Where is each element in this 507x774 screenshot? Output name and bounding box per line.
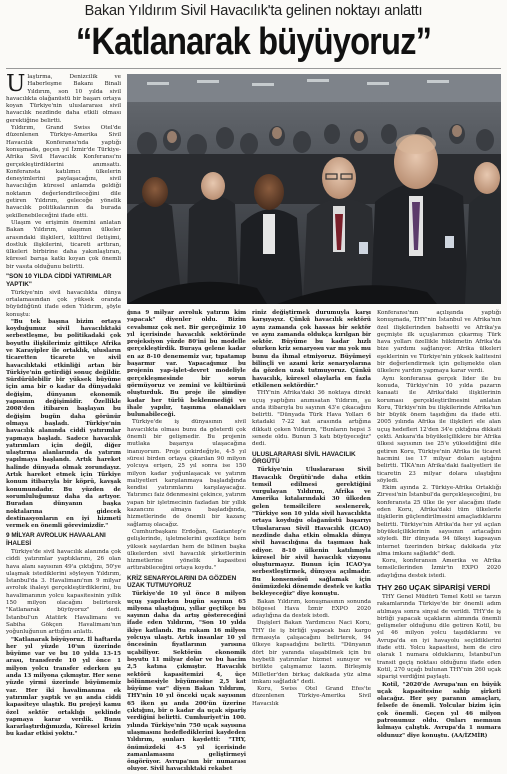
paragraph: Konferansı'nın açılışında yaptığı konuşmada, THY'nin İstanbul ve Afrika'nın özel ilişkilerinden bahsetti ve Afrika'ya geçmişte ilk uçuşlarımızı çıkarmış Türk hava yolları özellikle hükümetin Afrika'da bize yardımı sağlanıyor. Afrika ülkeleri eşeklerinin ve Türkiye'nin yüksek kalitesini bir değerlendirmek için gelişmekte olan ülkelere yardım yapmaya karar verdi. <box>377 310 501 375</box>
paragraph: Türkiye'de sivil havacılık alanında çok ciddi yatırımlar yaptıklarını, 26 olan hava alanı sayısının 49'a çıktığını, 50'ye ulaşmak istediklerini söyleyen Yıldırım, İstanbul'da 3. Havalimanı'nın 9 milyar avroluk ihaleyi gerçekleştirdiklerini, bu havalimanının yolcu kapasitesinin yıllık 150 milyon olacağını belirterek "Katlanarak büyüyoruz" dedi. İstanbul'un Atatürk Havalimanı ve Sabiha Gökçen Havalimanı'nın yoğunluğunun arttığını anlattı. <box>6 549 121 636</box>
subheading: THY 260 UÇAK SİPARİŞİ VERDİ <box>377 582 491 592</box>
quote-paragraph: Kotil, "2020'de Avrupa'nın en büyük uçak kapasitesine sahip şirketi olacağız. Her şey paranın amaçları, felsefe de önemli. Yolcular bizim için çok önemli. Geçen yıl 46 milyon patronumuz oldu. Onları memnun kılmaya çalıştık. Avrupa'da 1 numara oldunuz" diye konuştu. (AA/İZMİR) <box>377 681 501 739</box>
paragraph: THY'nin Afrika'daki 36 noktaya direkt uçuş yaptığını anımsatan Yıldırım, şu anda itibarıyla bu sayının 43'e çıkacağını belirtti. "Dünyada Türk Hava Yolları 6 kıtadaki 7-22 kat arasında artığına dikkati çeken Yıldırım, "Bunların hepsi 3 senede oldu. Bunun 3 katı büyüyeceğiz" dedi. <box>252 390 371 448</box>
paragraph: THY Genel Müdürü Temel Kotil se tarzın rakamlarında Türkiye'de bir önemli adım atılmaya sonra sinyal de verildi. THY'de iş birliği yapacak uçakların alımında önemli gelişmeler olduğunu dile getiren Kotil, bu yıl 46 milyon yolcu taşıdıklarını ve Avrupa'da en iyi havayolu seçildiklerini ifade etti. Yolcu kapasitesi, hem de ciro olarak 1 numara olduklarını, İstanbul'un transit geçiş noktası olduğunu ifade eden Kotil, 270 uçağı bulunan THY'nin 260 uçak siparişi verdiğini paylaştı. <box>377 593 501 681</box>
quote-paragraph: "Katlanarak büyüyoruz. İl haftarda her yıl yüzde 10'un üzerinde büyüme var ve bu 10 yılda 13-15 arası, transferde 10 yıl önce 1 milyon yolcu transfer ederken şu anda 13 milyona çıkmıştır. Her sene yüzde yirmi üzerinde büyümemiz var. Her iki havalimanına ek yatırımlar yaptık ve şu anda ciddi kapasiteye ulaştık. Bu projeyi kamu özel sektör ortaklığı şeklinde yapmaya karar verdik. Bunu kararlaştırdığımızda, Küresel krizin bu kadar etkisi yoktu." <box>6 636 121 738</box>
paragraph: Koru, Swiss Otel Grand Efes'te düzenlenen Türkiye-Amerika Sivil Havacılık <box>252 686 371 707</box>
subheading: KRİZ SENARYOLARINI DA GÖZDEN UZAK TUTMUYORUZ <box>127 574 237 590</box>
subheading: ULUSLARARASI SİVİL HAVACILIK ÖRGÜTÜ <box>252 450 356 466</box>
paragraph: Bakan Yıldırım, konuşmasının sonunda bölgesel Hava İzmir EXPO 2020 adaylığına da destek istedi. <box>252 598 371 620</box>
quote-paragraph: "Bu tek başına bizim ortaya koyduğumuz sivil havacılıktaki serbestleşme, bu politikadaki çok boyutlu ilişkilerimiz gittikçe Afrika ve Karayipler ile ortaklık, ulusların ticaretten ticarete ve sivil havacılıktaki etkinliği artan bir Türkiye'nin getirdiği sonuç değildir. Sürdürülebilir bir yüksek büyüme için ama bir o kadar da dünyadaki değişim, dünyanın ekonomik yapısının değişimidir. Özellikle 2008'den itibaren başlayan bu değişim bugün daha görünür olmaya başladı. Türkiye'nin havacılık alanında ciddi yatırımlar yapmaya başladı. Sadece havacılık yatırımları için değil, diğer ulaştırma alanlarında da yatırım yapılmaya başlandı. Artık hareket halinde dünyada olmak zorundayız. Artık hareket etmek için Türkiye konum itibarıyla bir köprü, kavşak konumundadır. Bu yüzden de sorumluluğumuz daha da artıyor. Buradan dünyanın başka noktalarına gidecek destinasyonların en iyi hizmeti vermek en önemli görevimizdir." <box>6 318 121 530</box>
article-kicker: Bakan Yıldırım Sivil Havacılık'ta gelinen noktayı anlattı <box>84 3 423 19</box>
quote-paragraph: Türkiye'de 10 yıl önce 8 milyon uçuş yapılırken bugün sayının 65 milyona ulaştığını, yıllar geçtikçe bu sayının daha da artış göstereceğini ifade eden Yıldırım, "Son 10 yılda ikiye katlandı. Bu rakam 16 milyon yolcuya ulaştı. Artık insanlar 10 yıl öncesinin fiyatlarının yarısına uçabiliyor. Sektörün ekonomik boyutu 11 milyar dolar ve bu hacim 2,5 katına çıkmıştır. Havacılık sektörü kapasitemizi 4, üçe bölünmesiyle büyümesine 2,5 kat büyüme var" diyen Bakan Yıldırım, THY'nin 10 yıl önceki uçak sayısının 65 iken şu anda 200'ün üzerine çıktığını, bir o kadar da uçak sipariş verdiğini belirtti. Cumhuriyet'in 100. yılında Türkiye'nin 750 uçak sayısına ulaşmasını hedeflediklerini kaydeden Yıldırım, şunları kaydetti: "THY, önümüzdeki 4-5 yıl içerisinde zamanlamasını geliştirmeyi öngörüyor. Avrupa'nın bir numarası oluyor. Sivil havacılıktaki rekabet <box>127 591 246 773</box>
article-headline: “Katlanarak büyüyoruz” <box>75 21 432 63</box>
article-column-1 <box>6 71 121 738</box>
article-column-2 <box>127 310 246 773</box>
paragraph: Yıldırım, Grand Swiss Otel'de düzenlenen Türkiye-Amerika Sivil Havacılık Konferansı'nda yaptığı konuşmada, geçen yıl İzmir'de Türkiye-Afrika Sivil Havacılık Konferansı'nı gerçekleştirdiklerini anımsattı. Konferansta katılımcı ülkelerin deneyimlerini paylaşacağını, sivil havacılığın küresel anlamda geldiği noktanın değerlendirileceğini dile getiren Yıldırım, geleceğe yönelik havacılık politikalarının da burada şekillenebileceğini ifade etti. <box>6 125 121 219</box>
paragraph: Aynı konferansa gerçek lider ile bu konuda, Türkiye'nin 10 yılda pazarın kanaati ile Afrika'daki ilişkilerinin koruması gerçekleştirilmesini anlatan Koru, Türkiye'nin bu ilişkilerinde Afrika'nın bir büyük önem taşıdığını da ifade etti. 2005 yılında Afrika ile ilişkileri ele alan uçuş hedefleri 12'den 34'e çıktığına dikkati çekti. Ankara'da büyükelçiliklere bir Afrika ülkesi sayısının ise 25'e yükseldiğini dile getiren Koru, Türkiye'nin Afrika ile ticaret hacmini ise 17 milyar doları aştığını belirtti. TİKA'nın Afrika'daki faaliyetleri ile ticaretin 23 milyar dolara ulaştığını söyledi. <box>377 375 501 484</box>
article-column-3 <box>252 310 371 707</box>
quote-paragraph: Türkiye'nin Uluslararası Sivil Havacılık Örgütü'nde daha etkin temsil edilmesi gerektiğini vurgulayan Yıldırım, Afrika ve Amerika kıtalarındaki 30 ülkeden gelen temsilcilere seslenerek, "Türkiye son 10 yılda sivil havacılıkta ortaya koyduğu olağanüstü başarıyı Uluslararası Sivil Havacılık (ICAO) nezdinde daha etkin olmakla dünya sivil havacılığına da taşıması hak ediyor. 8-10 ülkenin katılımıyla küresel bir sivil havacılık vizyonu oluşturmayız. Bunun için ICAO'ya serbestleştirmek, dünyaya açılmadır. Bu konsensüsü sağlamak için önümüzdeki dönemde destek ve katkı bekleyeceğiz" diye konuştu. <box>252 467 371 598</box>
paragraph: laştırma, Denizcilik ve Haberleşme Bakanı Binali Yıldırım, son 10 yılda sivil havacılıkta olağanüstü bir başarı ortaya koyan Türkiye'nin uluslararası sivil havacılık nezdinde daha etkili olması gerektiğine belirtti. <box>6 74 121 124</box>
quote-paragraph: ğına 9 milyar avroluk yatırım kim yapacak" diyenler oldu. Bizim cevabımız çok net. Bir gerçeğimiz 10 yıl içerisinde havacılık sektöründe projeksiyon yüzde 80'ini bu modelle gerçekleştirdik. Buraya gelene kadar en az 8-10 denememiz var, tıpatamıp başarmır var. Yapacağımız bu projenin yap-işlet-devret modeliyle gerçekleşmesinde bir sorun görmüyoruz ve zemini ve kültürünü oluşturduk. Bu proje ile şimdiye kadar her türlü beklenmediği ve ihale yapılır, taşınma olanakları bulunabileceği. <box>127 310 246 419</box>
conference-photo <box>127 74 501 304</box>
quote-paragraph: riniz değiştirmek durumuyla karşı karşıyayız. Çünkü havacılık sektörü aynı zamanda çok hassas bir sektör ve aynı zamanda oldukça kırılgan bir sektör. Büyüme bu kadar hızlı olurken kriz senaryosu var mı yok mu bunu da ihmal etmiyoruz. Büyümeyi bilinçli ve azami kriz senaryolarına da gözden uzak tutmuyoruz. Çünkü havacılık, küresel olaylarla en fazla etkilenen sektördür." <box>252 310 371 389</box>
paragraph: Koru, konferansın Amerika ve Afrika temsilcilerinden İzmir'in EXPO 2020 adaylığına destek istedi. <box>377 558 501 579</box>
paragraph: Cumhurbaşkanı Erdoğan, Gaziantep'e gelişlerinde, işletmelerini gezdikçe hem yüksek sayılardan hem de bilinen başka ülkelerden sivil havacılık şirketlerinin hizmetlerine yönelik kapasitesi arttırabileceğini ortaya koydu." <box>127 528 246 572</box>
paragraph: Dışişleri Bakan Yardımcısı Naci Koru, THY ile iş birliği yapacak bazı kargo firmasıyla çalışacağını belirterek, 94 ülkeye kapsadığını belirtti. "Dünyanın dört bir yanında ulaşabilmek için bu heybetli yatırımlar hizmet sunuyor ve birlikte çalışmamız lazım. Birleşmiş Milletler'den birkaç dakikada yüz alma imkanı sağladık" dedi. <box>252 620 371 685</box>
paragraph: Ekim ayında 2. Türkiye-Afrika Ortaklığı Zirvesi'nin İstanbul'da gerçekleşeceğini, bu konferansta 25 ülke ile yer alacağını ifade eden Koru, Afrika'daki tüm ülkelerle ilişkilerin güçlendirilmesini amaçladıklarını belirtti. Türkiye'nin Afrika'da her yıl açılan büyükelçiliklerinin sayısının artacağını söyledi. Bir dünyada 94 ülkeyi kapsayan internet üzerinden birkaç dakikada yüz alma imkanı sağladık" dedi. <box>377 485 501 557</box>
paragraph: Türkiye'de iş dünyasının sivil havacılıkta olması bunu da gösterdi çok önemli bir gelişmedir. Bu projenin mutlaka başarıya ulaşacağına inanıyorum. Proje çekirdeğiyle, 4-5 yıl süresi birden ortaya çıkarılan 90 milyon yolcuya erişen, 25 yıl sonra ise 150 milyon kadar yoğunlaşacak ve yatırım maliyetleri karşılanmaya başladığında kendisi yatırımlarını karşılayacağız. Yatırımcı faiz ödenmesini çekince, yatırım yapan bir işletmecinin fazladan bir yıllık kazancını almaya başladığında, hizmetlerinde de önemli bir kazanç sağlamış olacağız. <box>127 419 246 528</box>
paragraph: Türkiye'nin sivil havacılıkta dünya ortalamasından çok yüksek oranda büyüdüğünü ifade eden Yıldırım, şöyle konuştu: <box>6 289 121 318</box>
header-divider <box>6 68 501 69</box>
subheading: "SON 10 YILDA CİDDİ YATIRIMLAR YAPTIK" <box>6 273 112 288</box>
article-column-4 <box>377 310 501 739</box>
subheading: 9 MİLYAR AVROLUK HAVAALANI İHALESİ <box>6 532 106 548</box>
drop-cap: U <box>6 71 26 97</box>
paragraph: Ulaşım ve erişimin önemini anlatan Bakan Yıldırım, ulaşımın ülkeler arasındaki ilişkileri, kültürel iletişimi, dostluk ilişkilerini, ticareti arttıran, ülkeleri birbirine daha yakınlaştıran, küresel barışa katkı koyan çok önemli bir vasıta olduğunu belirtti. <box>6 219 121 270</box>
